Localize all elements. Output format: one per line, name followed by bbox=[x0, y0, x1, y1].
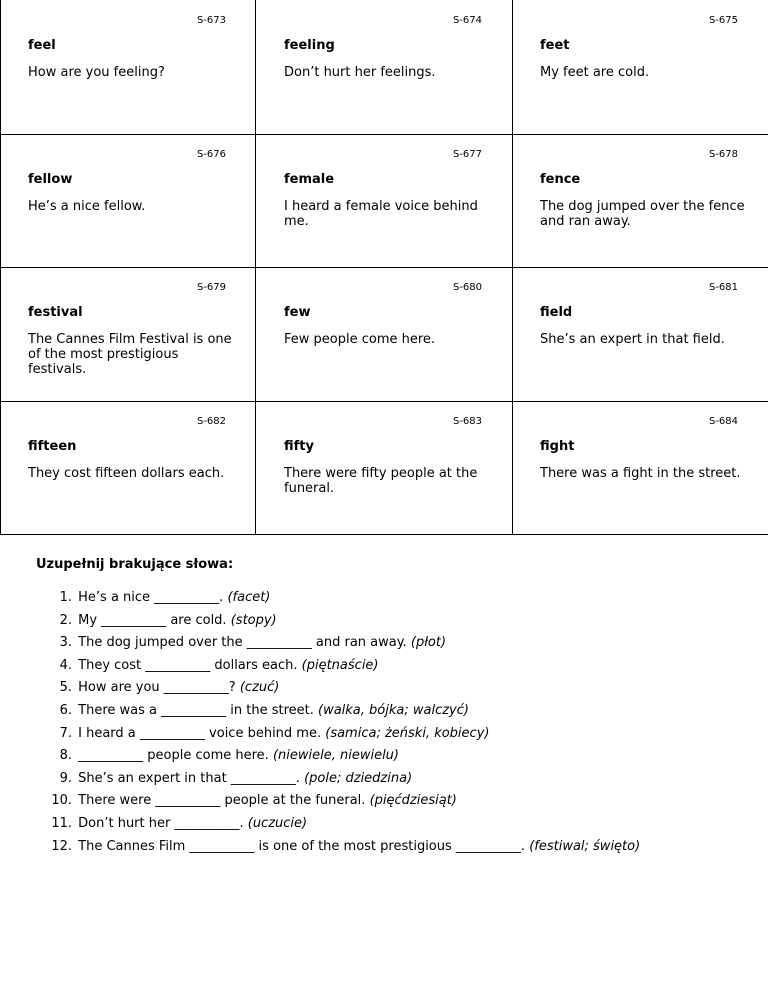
card-id: S-675 bbox=[708, 15, 738, 26]
card-word: fifty bbox=[284, 439, 314, 454]
exercise-item bbox=[44, 702, 640, 725]
exercise-title: Uzupełnij brakujące słowa: bbox=[36, 557, 234, 572]
exercise-item bbox=[44, 634, 640, 657]
card-word: fight bbox=[540, 439, 575, 454]
exercise-item bbox=[44, 589, 640, 612]
card-word: festival bbox=[28, 305, 83, 320]
item-text: My __________ are cold. bbox=[78, 612, 227, 628]
card-sentence: The Cannes Film Festival is one of the most prestigious festivals. bbox=[28, 332, 232, 377]
flashcard bbox=[0, 267, 256, 400]
card-word: feet bbox=[540, 38, 570, 53]
item-text: The dog jumped over the __________ and ran away. bbox=[78, 635, 407, 651]
item-number: 5. bbox=[59, 680, 72, 696]
exercise-item bbox=[44, 725, 640, 748]
item-hint: (uczucie) bbox=[247, 815, 308, 831]
flashcard bbox=[512, 0, 768, 133]
flashcard bbox=[512, 401, 768, 534]
exercise-list bbox=[44, 589, 640, 860]
card-id: S-673 bbox=[196, 15, 226, 26]
card-word: fence bbox=[540, 172, 581, 187]
card-sentence: They cost fifteen dollars each. bbox=[28, 466, 225, 481]
item-number: 8. bbox=[59, 748, 72, 764]
item-number: 7. bbox=[59, 725, 72, 741]
item-text: I heard a __________ voice behind me. bbox=[78, 725, 322, 741]
card-id: S-683 bbox=[452, 416, 482, 427]
item-hint: (pięćdziesiąt) bbox=[369, 793, 457, 809]
exercise-item bbox=[44, 679, 640, 702]
item-number: 1. bbox=[59, 590, 72, 605]
flashcard bbox=[0, 401, 256, 534]
card-word: female bbox=[284, 172, 335, 187]
exercise-item bbox=[44, 747, 640, 770]
flashcard bbox=[256, 267, 512, 400]
exercise-item bbox=[44, 815, 640, 838]
item-hint: (facet) bbox=[227, 590, 271, 605]
card-sentence: There was a fight in the street. bbox=[540, 466, 741, 481]
card-sentence: I heard a female voice behind me. bbox=[284, 199, 478, 229]
item-hint: (pole; dziedzina) bbox=[304, 770, 413, 786]
card-word: few bbox=[284, 305, 311, 320]
card-sentence: My feet are cold. bbox=[540, 65, 650, 80]
card-word: field bbox=[540, 305, 573, 320]
item-number: 12. bbox=[51, 838, 72, 854]
exercise-item bbox=[44, 838, 640, 861]
card-word: fifteen bbox=[28, 439, 77, 454]
item-number: 6. bbox=[59, 702, 72, 718]
item-hint: (walka, bójka; walczyć) bbox=[318, 702, 469, 718]
exercise-item bbox=[44, 792, 640, 815]
item-hint: (płot) bbox=[410, 635, 447, 651]
item-text: There were __________ people at the funeral. bbox=[78, 793, 366, 809]
item-number: 11. bbox=[51, 815, 72, 831]
card-id: S-680 bbox=[452, 282, 482, 293]
card-id: S-674 bbox=[452, 15, 482, 26]
item-text: He’s a nice __________. bbox=[78, 590, 224, 605]
item-hint: (stopy) bbox=[230, 612, 277, 628]
card-id: S-684 bbox=[708, 416, 738, 427]
item-number: 2. bbox=[59, 612, 72, 628]
item-hint: (czuć) bbox=[239, 680, 280, 696]
card-id: S-681 bbox=[708, 282, 738, 293]
card-sentence: The dog jumped over the fence and ran away. bbox=[540, 199, 745, 229]
flashcard bbox=[0, 134, 256, 267]
card-word: feeling bbox=[284, 38, 335, 53]
item-hint: (niewiele, niewielu) bbox=[272, 748, 399, 764]
card-id: S-678 bbox=[708, 149, 738, 160]
flashcard bbox=[0, 0, 256, 133]
item-text: How are you __________? bbox=[78, 680, 236, 696]
card-id: S-682 bbox=[196, 416, 226, 427]
item-text: The Cannes Film __________ is one of the most prestigious __________. bbox=[78, 838, 526, 854]
exercise-item bbox=[44, 612, 640, 635]
item-hint: (piętnaście) bbox=[301, 657, 379, 673]
card-sentence: He’s a nice fellow. bbox=[28, 199, 146, 214]
item-number: 9. bbox=[59, 770, 72, 786]
item-text: There was a __________ in the street. bbox=[78, 702, 314, 718]
exercise-item bbox=[44, 657, 640, 680]
card-sentence: Don’t hurt her feelings. bbox=[284, 65, 436, 80]
item-number: 3. bbox=[59, 635, 72, 651]
card-sentence: Few people come here. bbox=[284, 332, 436, 347]
item-text: Don’t hurt her __________. bbox=[78, 815, 244, 831]
item-hint: (samica; żeński, kobiecy) bbox=[325, 725, 490, 741]
flashcard bbox=[256, 0, 512, 133]
card-sentence: There were fifty people at the funeral. bbox=[284, 466, 478, 496]
item-text: __________ people come here. bbox=[78, 748, 269, 764]
item-text: She’s an expert in that __________. bbox=[78, 770, 300, 786]
exercise-item bbox=[44, 770, 640, 793]
flashcard bbox=[256, 401, 512, 534]
card-sentence: She’s an expert in that field. bbox=[540, 332, 725, 347]
grid-line bbox=[0, 534, 768, 535]
card-sentence: How are you feeling? bbox=[28, 65, 165, 80]
card-id: S-676 bbox=[196, 149, 226, 160]
card-id: S-677 bbox=[452, 149, 482, 160]
card-id: S-679 bbox=[196, 282, 226, 293]
flashcard bbox=[512, 134, 768, 267]
item-number: 4. bbox=[59, 657, 72, 673]
item-hint: (festiwal; święto) bbox=[529, 838, 641, 854]
card-word: feel bbox=[28, 38, 56, 53]
item-number: 10. bbox=[51, 793, 72, 809]
item-text: They cost __________ dollars each. bbox=[78, 657, 298, 673]
card-word: fellow bbox=[28, 172, 73, 187]
flashcard bbox=[512, 267, 768, 400]
flashcard bbox=[256, 134, 512, 267]
